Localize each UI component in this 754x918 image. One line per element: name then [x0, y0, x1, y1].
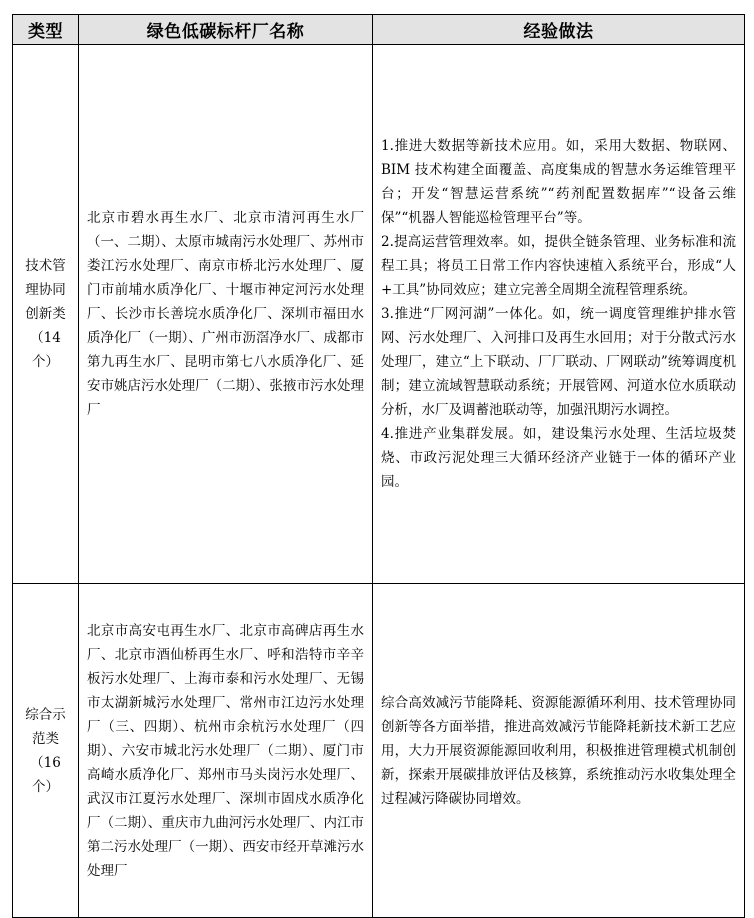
- type-label-line: 综合示: [25, 706, 66, 723]
- type-label-line: 理协同: [25, 282, 66, 298]
- experience-item: 3.推进“厂网河湖”一体化。如，统一调度管理维护排水管网、污水处理厂、入河排口及再生水回用；对于分散式污水处理厂，建立“上下联动、厂厂联动、厂网联动”统筹调度机制；建立流域智慧联动系统；开展管网、河道水位水质联动分析，水厂及调蓄池联动等，加强汛期污水调控。: [381, 306, 736, 418]
- type-count-line: （16: [30, 754, 61, 771]
- type-label-line: 技术管: [25, 258, 66, 274]
- plant-names-cell: 北京市碧水再生水厂、北京市清河再生水厂（一、二期）、太原市城南污水处理厂、苏州市娄江污水处理厂、南京市桥北污水处理厂、厦门市前埔水质净化厂、十堰市神定河污水处理厂、长沙市长善垸水质净化厂、深圳市福田水质净化厂（一期）、广州市沥滘净水厂、成都市第九再生水厂、昆明市第七八水质净化厂、延安市姚店污水处理厂（二期）、张掖市污水处理厂: [79, 45, 373, 584]
- type-count-line: 个）: [32, 778, 59, 795]
- benchmark-plants-table: [12, 14, 745, 918]
- type-cell: [13, 584, 79, 918]
- experience-cell: 综合高效减污节能降耗、资源能源循环利用、技术管理协同创新等各方面举措，推进高效减污节能降耗新技术新工艺应用，大力开展资源能源回收利用，积极推进管理模式机制创新，探索开展碳排放评估及核算，系统推动污水收集处理全过程减污降碳协同增效。: [373, 584, 745, 918]
- header-type: 类型: [13, 15, 79, 45]
- plant-names-cell: 北京市高安屯再生水厂、北京市高碑店再生水厂、北京市酒仙桥再生水厂、呼和浩特市辛辛板污水处理厂、上海市泰和污水处理厂、无锡市太湖新城污水处理厂、常州市江边污水处理厂（三、四期）、杭州市余杭污水处理厂（四期）、六安市城北污水处理厂（二期）、厦门市高崎水质净化厂、郑州市马头岗污水处理厂、武汉市江夏污水处理厂、深圳市固戍水质净化厂（二期）、重庆市九曲河污水处理厂、内江市第二污水处理厂（一期）、西安市经开草滩污水处理厂: [79, 584, 373, 918]
- header-plant-name: 绿色低碳标杆厂名称: [79, 15, 373, 45]
- type-count-line: （14: [30, 330, 61, 346]
- experience-cell: [373, 45, 745, 584]
- experience-item: 1.推进大数据等新技术应用。如，采用大数据、物联网、BIM 技术构建全面覆盖、高度集成的智慧水务运维管理平台；开发“智慧运营系统”“药剂配置数据库”“设备云维保”“机器人智能巡检管理平台”等。: [381, 138, 736, 226]
- table-header-row: [13, 15, 745, 45]
- table-row: [13, 45, 745, 584]
- experience-item: 2.提高运营管理效率。如，提供全链条管理、业务标准和流程工具；将员工日常工作内容快速植入系统平台，形成“人+工具”协同效应；建立完善全周期全流程管理系统。: [381, 234, 736, 298]
- type-label-line: 创新类: [25, 306, 66, 322]
- header-experience: 经验做法: [373, 15, 745, 45]
- table-row: [13, 584, 745, 918]
- experience-item: 4.推进产业集群发展。如，建设集污水处理、生活垃圾焚烧、市政污泥处理三大循环经济产业链于一体的循环产业园。: [381, 426, 736, 490]
- type-cell: [13, 45, 79, 584]
- type-label-line: 范类: [32, 730, 59, 747]
- type-count-line: 个）: [32, 354, 59, 370]
